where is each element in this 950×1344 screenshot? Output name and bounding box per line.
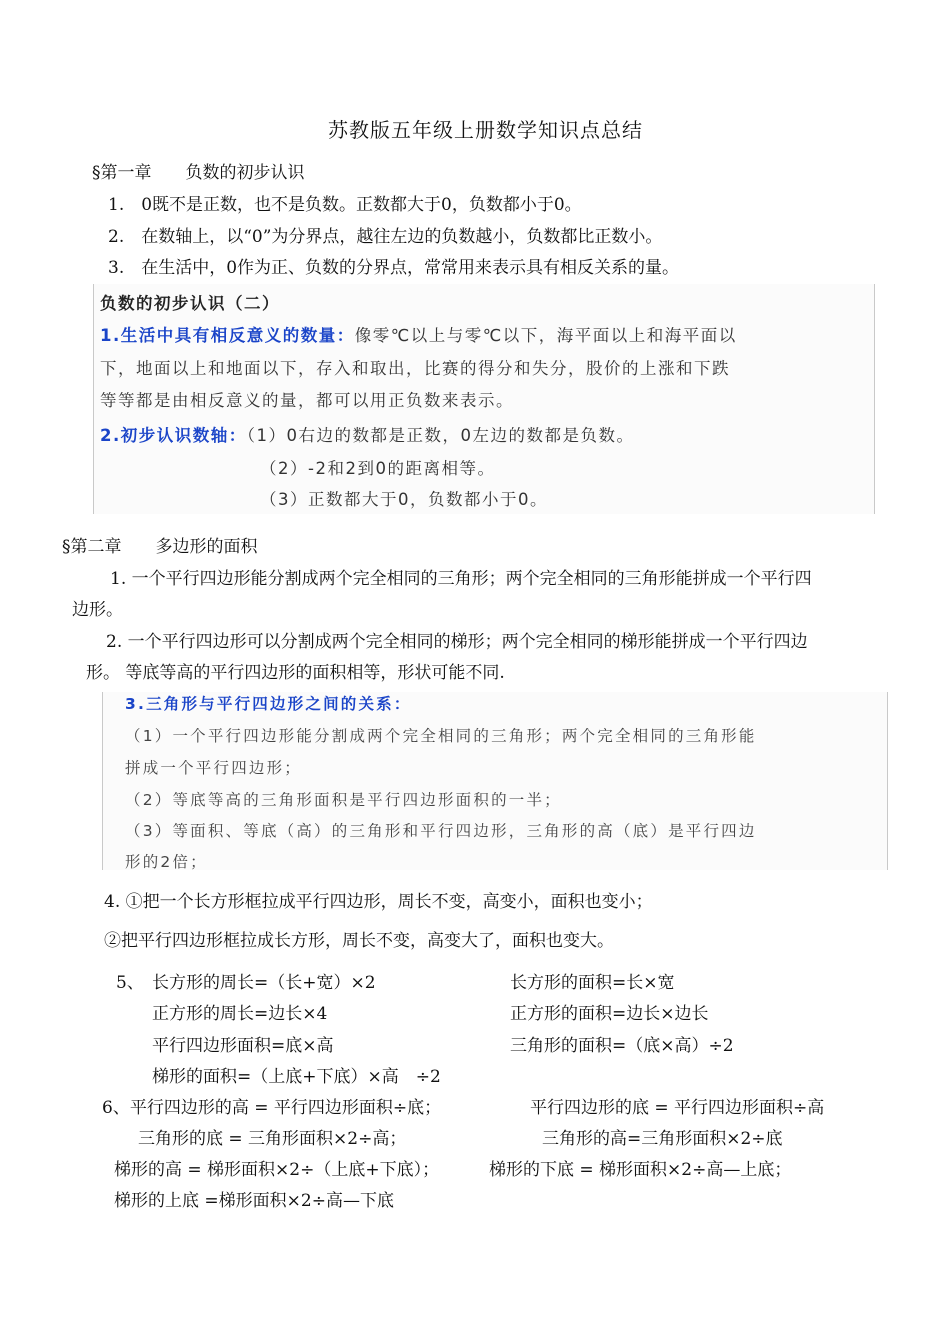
trapezoid-lower-base-formula: 梯形的下底 = 梯形面积×2÷高—上底；: [489, 1160, 792, 1180]
item5-number: 5、: [116, 973, 144, 993]
box2-line5: 形的2倍；: [125, 853, 208, 871]
chapter2-heading: §第二章 多边形的面积: [62, 537, 258, 557]
trapezoid-upper-base-formula: 梯形的上底 =梯形面积×2÷高—下底: [114, 1191, 394, 1211]
item4-line2: ②把平行四边形框拉成长方形，周长不变，高变大了，面积也变大。: [104, 931, 614, 951]
chapter2-item1-line2: 边形。: [72, 600, 123, 620]
item4-line1: 4. ①把一个长方形框拉成平行四边形，周长不变，高变小，面积也变小；: [104, 892, 653, 912]
chapter1-item-1: 1. 0既不是正数，也不是负数。正数都大于0，负数都小于0。: [108, 195, 582, 215]
rect-perimeter-formula: 长方形的周长=（长+宽）×2: [152, 973, 376, 993]
chapter2-item2-line1: 2. 一个平行四边形可以分割成两个完全相同的梯形；两个完全相同的梯形能拼成一个平行四边: [106, 632, 808, 652]
negative-numbers-screenshot: [93, 284, 875, 514]
page-title: 苏教版五年级上册数学知识点总结: [328, 118, 643, 142]
box2-title: 3.三角形与平行四边形之间的关系：: [125, 695, 412, 713]
box1-p2-text1: （1）0右边的数都是正数，0左边的数都是负数。: [246, 426, 635, 445]
box1-p1-line2: 下，地面以上和地面以下，存入和取出，比赛的得分和失分，股价的上涨和下跌: [100, 359, 730, 378]
triangle-parallelogram-screenshot: [102, 692, 888, 870]
triangle-height-formula: 三角形的高=三角形面积×2÷底: [542, 1129, 783, 1149]
box2-line3: （2）等底等高的三角形面积是平行四边形面积的一半；: [125, 791, 562, 809]
square-area-formula: 正方形的面积=边长×边长: [510, 1004, 709, 1024]
box1-p1-text1: 像零℃以上与零℃以下，海平面以上和海平面以: [354, 326, 737, 345]
box1-p1-line1: [100, 322, 737, 346]
chapter1-item-2: 2. 在数轴上，以“0”为分界点，越往左边的负数越小，负数都比正数小。: [108, 227, 663, 247]
rect-area-formula: 长方形的面积=长×宽: [510, 973, 675, 993]
parallelogram-area-formula: 平行四边形面积=底×高: [152, 1036, 334, 1056]
box2-line1: （1）一个平行四边形能分割成两个完全相同的三角形；两个完全相同的三角形能: [125, 727, 757, 745]
trapezoid-height-formula: 梯形的高 = 梯形面积×2÷（上底+下底）；: [114, 1160, 440, 1180]
parallelogram-base-formula: 平行四边形的底 = 平行四边形面积÷高: [530, 1098, 825, 1118]
box1-p2-line2: （2）-2和2到0的距离相等。: [260, 459, 496, 478]
chapter1-heading: §第一章 负数的初步认识: [92, 163, 305, 183]
box2-line2: 拼成一个平行四边形；: [125, 759, 303, 777]
chapter1-item-3: 3. 在生活中，0作为正、负数的分界点，常常用来表示具有相反关系的量。: [108, 258, 680, 278]
chapter2-item2-line2: 形。 等底等高的平行四边形的面积相等，形状可能不同.: [86, 663, 505, 683]
box1-title: 负数的初步认识（二）: [100, 294, 280, 313]
box1-p1-line3: 等等都是由相反意义的量，都可以用正负数来表示。: [100, 391, 514, 410]
parallelogram-height-formula: 6、平行四边形的高 = 平行四边形面积÷底；: [102, 1098, 442, 1118]
box1-p2-line3: （3）正数都大于0，负数都小于0。: [260, 490, 548, 509]
chapter2-item1-line1: 1. 一个平行四边形能分割成两个完全相同的三角形；两个完全相同的三角形能拼成一个平行四: [110, 569, 812, 589]
box1-p1-label: 1.生活中具有相反意义的数量：: [100, 326, 355, 345]
trapezoid-area-formula: 梯形的面积=（上底+下底）×高 ÷2: [152, 1067, 441, 1087]
box1-p2-label: 2.初步认识数轴：: [100, 426, 247, 445]
box2-line4: （3）等面积、等底（高）的三角形和平行四边形，三角形的高（底）是平行四边: [125, 822, 757, 840]
square-perimeter-formula: 正方形的周长=边长×4: [152, 1004, 328, 1024]
triangle-base-formula: 三角形的底 = 三角形面积×2÷高；: [138, 1129, 407, 1149]
triangle-area-formula: 三角形的面积=（底×高）÷2: [510, 1036, 734, 1056]
box1-p2-line1: [100, 422, 635, 446]
